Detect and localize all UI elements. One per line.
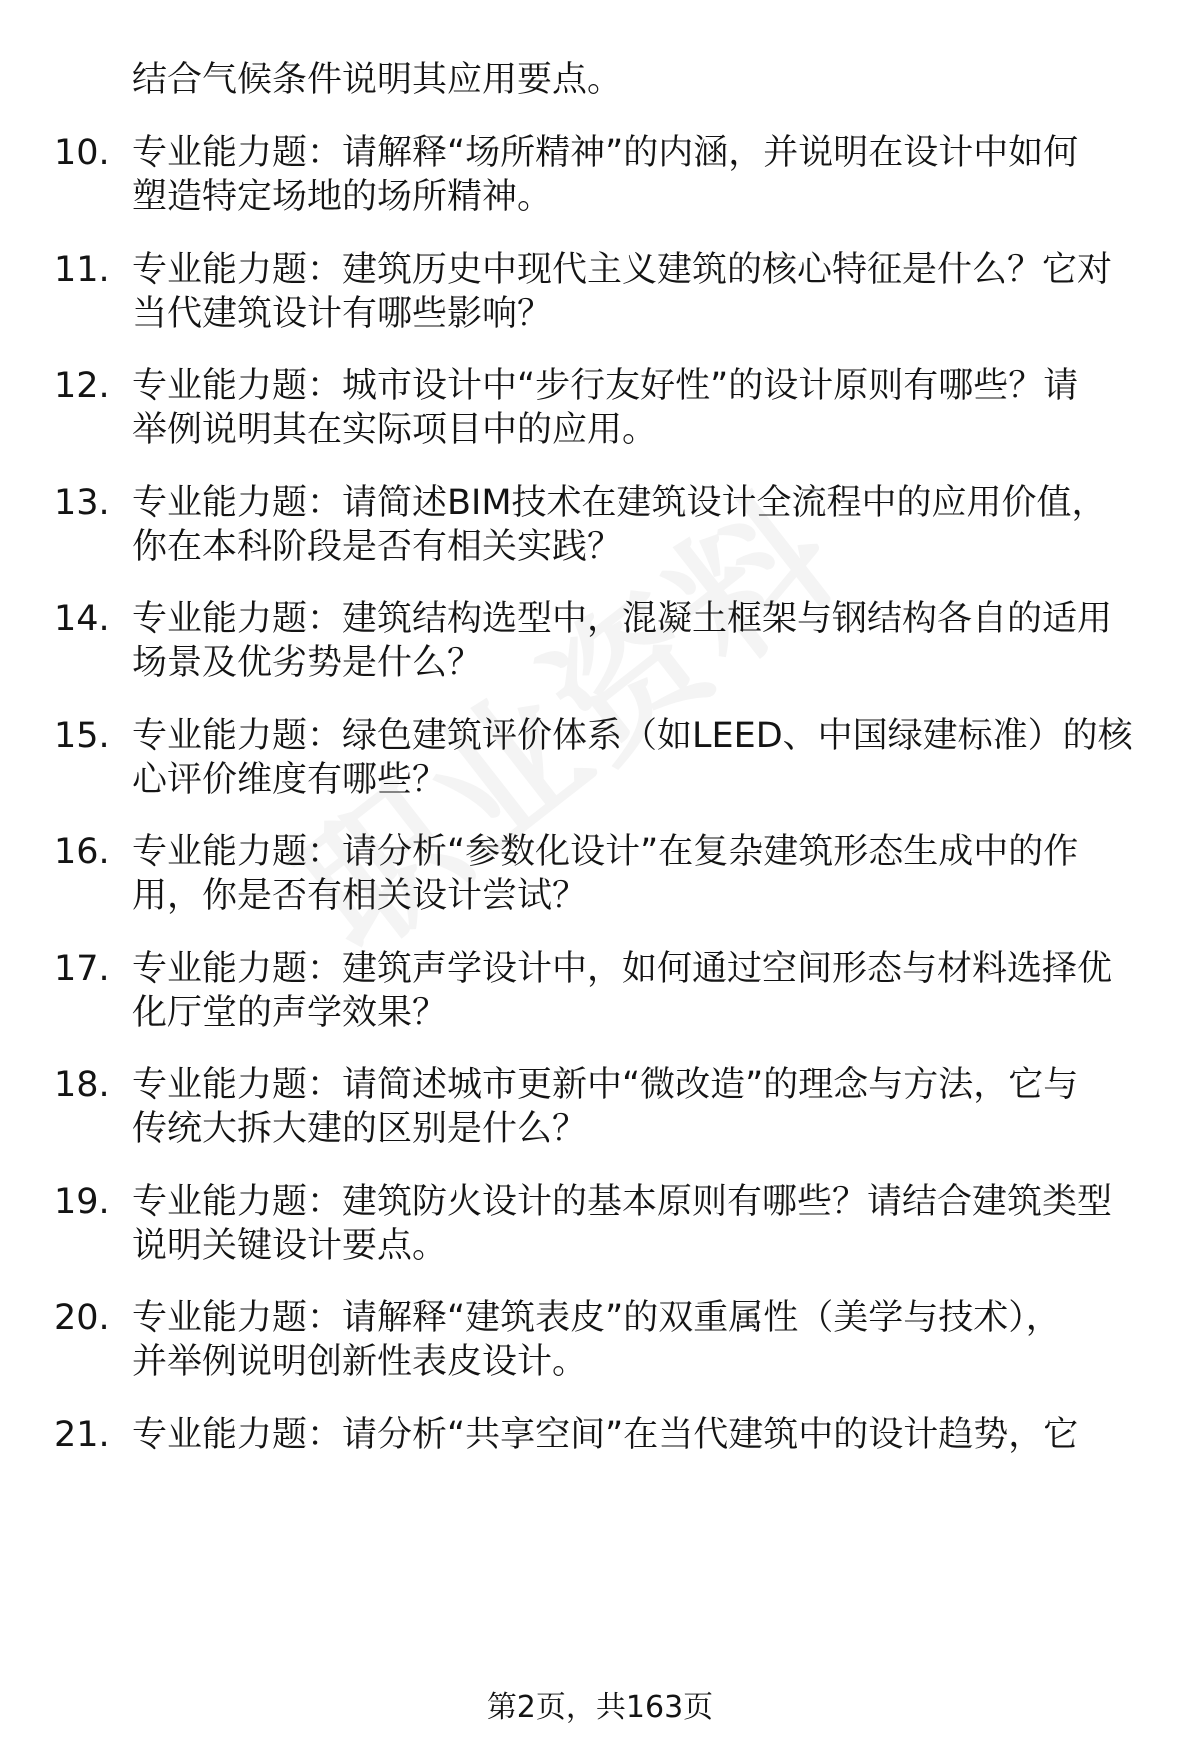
item-number: 14. — [54, 599, 110, 639]
item-number: 16. — [54, 832, 110, 872]
item-number: 20. — [54, 1298, 110, 1338]
item-text-line: 专业能力题：城市设计中“步行友好性”的设计原则有哪些？请 — [132, 366, 1079, 406]
item-number: 13. — [54, 483, 110, 523]
item-number: 21. — [54, 1415, 110, 1455]
item-text-line: 专业能力题：请简述城市更新中“微改造”的理念与方法，它与 — [132, 1065, 1079, 1105]
item-text-line: 专业能力题：请分析“共享空间”在当代建筑中的设计趋势，它 — [132, 1415, 1079, 1455]
item-number: 10. — [54, 133, 110, 173]
item-text-line: 专业能力题：请解释“场所精神”的内涵，并说明在设计中如何 — [132, 133, 1079, 173]
item-number: 12. — [54, 366, 110, 406]
item-text-line: 说明关键设计要点。 — [132, 1226, 448, 1266]
item-text-line: 当代建筑设计有哪些影响？ — [132, 294, 553, 334]
item-text-line: 举例说明其在实际项目中的应用。 — [132, 410, 658, 450]
item-text-line: 专业能力题：请解释“建筑表皮”的双重属性（美学与技术）， — [132, 1298, 1061, 1338]
item-text-line: 传统大拆大建的区别是什么？ — [132, 1109, 588, 1149]
item-number: 18. — [54, 1065, 110, 1105]
item-text-line: 专业能力题：建筑声学设计中，如何通过空间形态与材料选择优 — [132, 949, 1113, 989]
item-text-line: 用，你是否有相关设计尝试？ — [132, 876, 588, 916]
item-text-line: 化厅堂的声学效果？ — [132, 993, 448, 1033]
item-text-line: 专业能力题：请分析“参数化设计”在复杂建筑形态生成中的作 — [132, 832, 1079, 872]
item-text-line: 场景及优劣势是什么？ — [132, 643, 483, 683]
continuation-line: 结合气候条件说明其应用要点。 — [132, 60, 623, 100]
item-number: 17. — [54, 949, 110, 989]
item-text-line: 并举例说明创新性表皮设计。 — [132, 1342, 588, 1382]
item-number: 15. — [54, 716, 110, 756]
item-text-line: 专业能力题：建筑历史中现代主义建筑的核心特征是什么？它对 — [132, 250, 1113, 290]
item-text-line: 专业能力题：绿色建筑评价体系（如LEED、中国绿建标准）的核 — [132, 716, 1133, 756]
item-text-line: 塑造特定场地的场所精神。 — [132, 177, 553, 217]
page-footer: 第2页，共163页 — [486, 1690, 714, 1725]
item-text-line: 专业能力题：建筑结构选型中，混凝土框架与钢结构各自的适用 — [132, 599, 1113, 639]
item-text-line: 专业能力题：建筑防火设计的基本原则有哪些？请结合建筑类型 — [132, 1182, 1113, 1222]
item-text-line: 你在本科阶段是否有相关实践？ — [132, 527, 623, 567]
item-text-line: 心评价维度有哪些？ — [132, 760, 448, 800]
item-number: 11. — [54, 250, 110, 290]
item-number: 19. — [54, 1182, 110, 1222]
item-text-line: 专业能力题：请简述BIM技术在建筑设计全流程中的应用价值， — [132, 483, 1107, 523]
